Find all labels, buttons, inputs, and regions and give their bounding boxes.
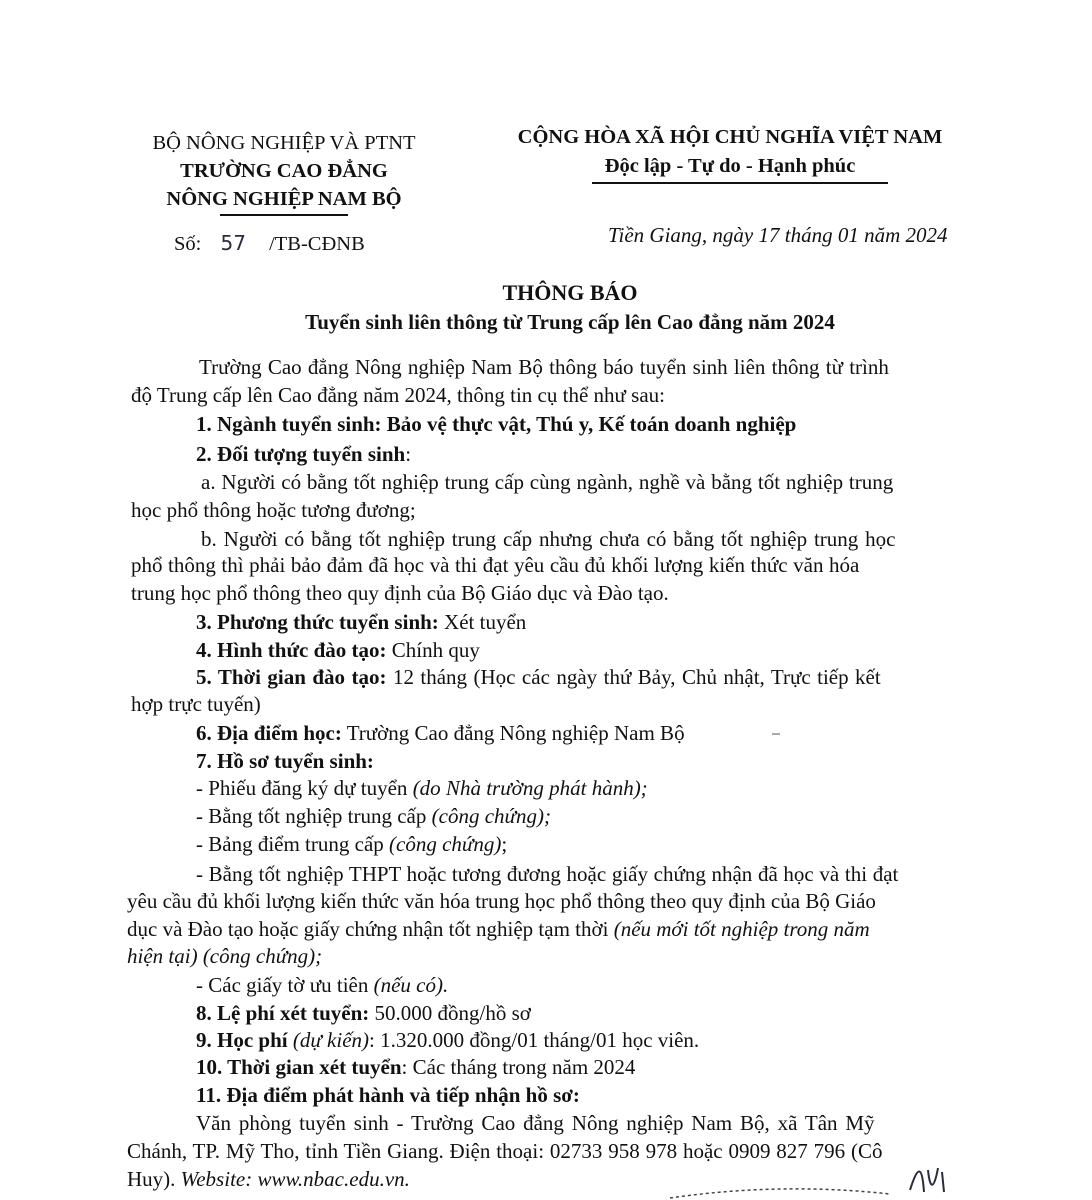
section-3-value: Xét tuyển bbox=[438, 610, 527, 634]
section-11-contact: Huy). bbox=[127, 1167, 181, 1191]
section-11-line-2: Chánh, TP. Mỹ Tho, tỉnh Tiền Giang. Điện thoại: 02733 958 978 hoặc 0909 827 796 (Cô bbox=[127, 1139, 883, 1163]
section-11-line-1: Văn phòng tuyển sinh - Trường Cao đẳng Nông nghiệp Nam Bộ, xã Tân Mỹ bbox=[196, 1111, 875, 1135]
document-item-4-line-1: - Bằng tốt nghiệp THPT hoặc tương đương hoặc giấy chứng nhận đã học và thi đạt bbox=[196, 862, 899, 886]
motto-underline bbox=[592, 182, 888, 184]
document-item-2 bbox=[196, 806, 551, 827]
doc-no-handwritten: 57 bbox=[220, 231, 246, 255]
document-number bbox=[174, 231, 365, 256]
intro-line-2: độ Trung cấp lên Cao đẳng năm 2024, thông tin cụ thể như sau: bbox=[131, 383, 665, 407]
section-10-label: 10. Thời gian xét tuyển bbox=[196, 1055, 402, 1079]
stamp-edge-icon bbox=[660, 1180, 900, 1200]
document-item-1 bbox=[196, 778, 648, 799]
doc-no-suffix: /TB-CĐNB bbox=[269, 233, 365, 255]
document-item-3-end: ; bbox=[501, 832, 508, 856]
section-4-label: 4. Hình thức đào tạo: bbox=[196, 638, 387, 662]
document-item-2-text: - Bằng tốt nghiệp trung cấp bbox=[196, 804, 432, 828]
section-1-majors: 1. Ngành tuyển sinh: Bảo vệ thực vật, Thú y, Kế toán doanh nghiệp bbox=[196, 412, 797, 436]
section-2-colon: : bbox=[405, 442, 412, 466]
school-name-line1: TRƯỜNG CAO ĐẲNG bbox=[180, 160, 388, 182]
section-6-value: Trường Cao đẳng Nông nghiệp Nam Bộ bbox=[341, 721, 685, 745]
doc-no-prefix: Số: bbox=[174, 233, 202, 255]
section-3-label: 3. Phương thức tuyển sinh: bbox=[196, 610, 439, 634]
section-10-value: : Các tháng trong năm 2024 bbox=[401, 1055, 636, 1079]
section-9-label: 9. Học phí bbox=[196, 1028, 288, 1052]
document-item-5-text: - Các giấy tờ ưu tiên bbox=[196, 973, 374, 997]
section-8-value: 50.000 đồng/hồ sơ bbox=[369, 1001, 531, 1025]
section-2-heading bbox=[196, 444, 411, 465]
document-item-4-line-4: hiện tại) (công chứng); bbox=[127, 944, 323, 968]
section-9 bbox=[196, 1030, 699, 1051]
document-item-3 bbox=[196, 834, 507, 855]
section-2-label: 2. Đối tượng tuyển sinh bbox=[196, 442, 406, 466]
intro-line-1: Trường Cao đẳng Nông nghiệp Nam Bộ thông báo tuyển sinh liên thông từ trình bbox=[199, 355, 889, 379]
tick-mark-icon bbox=[770, 728, 782, 740]
section-11-line-3 bbox=[127, 1169, 410, 1190]
document-item-4-note: (nếu mới tốt nghiệp trong năm bbox=[613, 917, 870, 941]
document-item-5-note: (nếu có). bbox=[373, 973, 449, 997]
section-10 bbox=[196, 1057, 635, 1078]
section-5-label: 5. Thời gian đào tạo: bbox=[196, 665, 387, 689]
ministry-name: BỘ NÔNG NGHIỆP VÀ PTNT bbox=[152, 132, 416, 154]
document-item-2-note: (công chứng); bbox=[431, 804, 551, 828]
website-link[interactable]: Website: www.nbac.edu.vn. bbox=[180, 1167, 410, 1191]
item-a-line-2: học phổ thông hoặc tương đương; bbox=[131, 498, 416, 522]
section-5-value: 12 tháng (Học các ngày thứ Bảy, Chủ nhật, Trực tiếp kết bbox=[386, 665, 881, 689]
item-b-line-3: trung học phổ thông theo quy định của Bộ Giáo dục và Đào tạo. bbox=[131, 581, 669, 605]
item-b-line-2: phổ thông thì phải bảo đảm đã học và thi đạt yêu cầu đủ khối lượng kiến thức văn hóa bbox=[131, 553, 860, 577]
document-item-1-text: - Phiếu đăng ký dự tuyển bbox=[196, 776, 413, 800]
document-item-4-text: dục và Đào tạo hoặc giấy chứng nhận tốt nghiệp tạm thời bbox=[127, 917, 614, 941]
notice-title: THÔNG BÁO bbox=[502, 280, 638, 305]
section-8-label: 8. Lệ phí xét tuyển: bbox=[196, 1001, 370, 1025]
document-item-4-line-3 bbox=[127, 919, 870, 940]
section-7-heading: 7. Hồ sơ tuyển sinh: bbox=[196, 749, 374, 773]
section-8 bbox=[196, 1003, 531, 1024]
section-9-note: (dự kiến) bbox=[287, 1028, 370, 1052]
document-item-3-text: - Bảng điểm trung cấp bbox=[196, 832, 390, 856]
section-9-value: : 1.320.000 đồng/01 tháng/01 học viên. bbox=[369, 1028, 700, 1052]
section-5-continued: hợp trực tuyến) bbox=[131, 692, 261, 716]
notice-subtitle: Tuyển sinh liên thông từ Trung cấp lên Cao đẳng năm 2024 bbox=[305, 310, 835, 334]
item-a-line-1: a. Người có bằng tốt nghiệp trung cấp cùng ngành, nghề và bằng tốt nghiệp trung bbox=[201, 470, 894, 494]
national-motto: Độc lập - Tự do - Hạnh phúc bbox=[604, 155, 856, 177]
document-item-3-note: (công chứng) bbox=[389, 832, 502, 856]
document-item-1-note: (do Nhà trường phát hành); bbox=[412, 776, 648, 800]
document-item-5 bbox=[196, 975, 448, 996]
section-11-heading: 11. Địa điểm phát hành và tiếp nhận hồ sơ: bbox=[196, 1083, 580, 1107]
signature-mark-icon bbox=[900, 1160, 980, 1200]
section-6 bbox=[196, 723, 685, 744]
section-6-label: 6. Địa điểm học: bbox=[196, 721, 342, 745]
document-item-4-line-2: yêu cầu đủ khối lượng kiến thức văn hóa trung học phổ thông theo quy định của Bộ Giáo bbox=[127, 889, 876, 913]
section-4-value: Chính quy bbox=[386, 638, 480, 662]
school-name-line2: NÔNG NGHIỆP NAM BỘ bbox=[166, 188, 402, 210]
item-b-line-1: b. Người có bằng tốt nghiệp trung cấp nhưng chưa có bằng tốt nghiệp trung học bbox=[201, 527, 896, 551]
section-3 bbox=[196, 612, 526, 633]
country-name: CỘNG HÒA XÃ HỘI CHỦ NGHĨA VIỆT NAM bbox=[517, 126, 943, 148]
section-4 bbox=[196, 640, 480, 661]
section-5 bbox=[196, 667, 881, 688]
school-underline bbox=[220, 214, 348, 216]
place-date: Tiền Giang, ngày 17 tháng 01 năm 2024 bbox=[608, 223, 948, 247]
